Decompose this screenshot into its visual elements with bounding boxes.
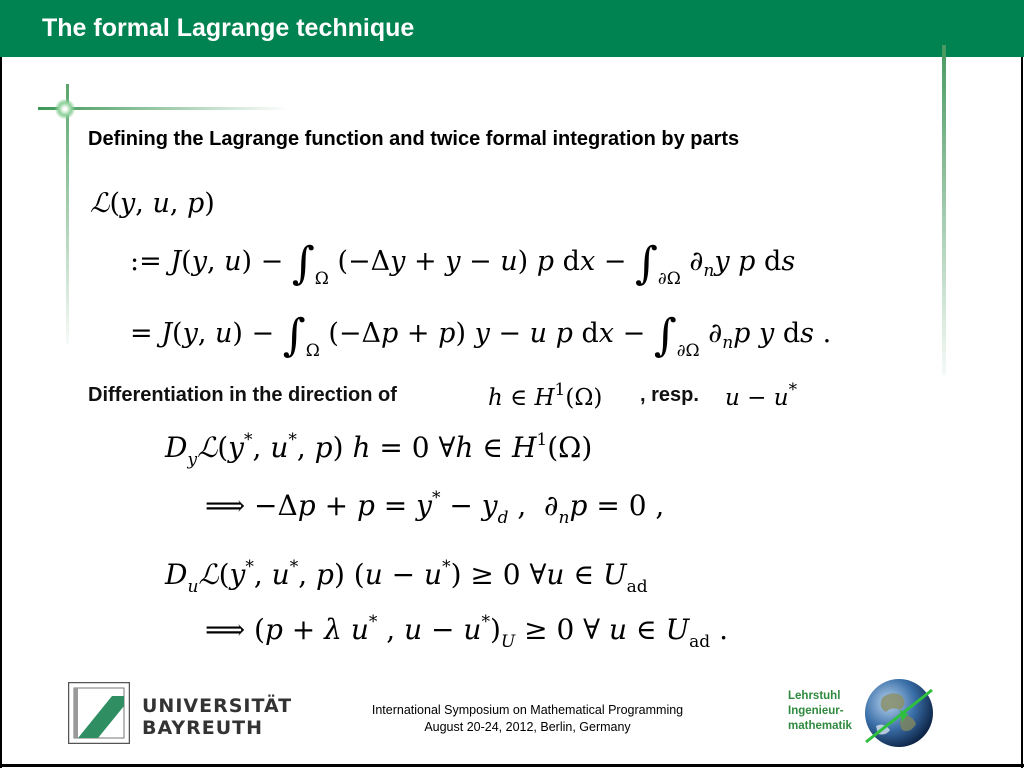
conference-info (320, 702, 735, 736)
derivative-y-equation: $D_yℒ(y^*$, u*, p) h = 0 ∀h ∈ $H^1(\Omega)$ (165, 430, 593, 470)
slide-title: The formal Lagrange technique (42, 14, 415, 42)
conference-name: International Symposium on Mathematical Programming (371, 703, 684, 717)
adjoint-equation: ⟹ $-\Delta p + p = y^* - y_d$ , $\partial_np = 0$ , (205, 488, 665, 528)
lagrange-definition-line1: ℒ(y, u, p) (90, 188, 215, 219)
decorative-glow-dot (55, 99, 75, 119)
decorative-horizontal-line (38, 107, 288, 110)
conference-date: August 20-24, 2012, Berlin, Germany (424, 720, 631, 734)
lagrange-definition-line2: := J(y, $u) - \int_\Omega$ (−Δy + y − u) p dx − $\int_{\partial\Omega}$ $\partial_ny$ p ds (130, 238, 796, 289)
lagrange-definition-line3: = J(y, $u) - \int_\Omega$ (−Δp + p) y − u p dx − $\int_{\partial\Omega}$ $\partial_np$ y ds . (130, 310, 832, 361)
chair-name (788, 689, 852, 734)
university-name-line1: UNIVERSITÄT (142, 695, 293, 717)
university-logo (68, 682, 130, 744)
decorative-left-line (66, 84, 69, 344)
variational-inequality: ⟹ (p + λ u* , $u - u^*)_U \ge 0$ ∀ u ∈ $U_{ad}$ . (205, 612, 729, 652)
frame-bottom-border (0, 764, 1024, 767)
university-name (142, 695, 292, 739)
globe-logo-icon (862, 676, 936, 750)
direction-h-formula: h ∈ $H^1(\Omega)$ (488, 380, 603, 411)
derivative-u-inequality: $D_uℒ(y^*$, u*, p) (u − u*) ≥ 0 ∀u ∈ $U_{ad}$ (165, 557, 648, 597)
section-heading: Defining the Lagrange function and twice formal integration by parts (88, 128, 740, 150)
title-bar (0, 0, 1024, 57)
decorative-vertical-line (942, 45, 946, 375)
chair-line3: mathematik (788, 720, 852, 732)
university-name-line2: BAYREUTH (142, 717, 264, 739)
resp-text: , resp. (640, 384, 699, 406)
chair-line1: Lehrstuhl (788, 690, 841, 702)
frame-right-border (1021, 57, 1023, 768)
frame-left-border (0, 57, 2, 768)
chair-line2: Ingenieur- (788, 705, 844, 717)
differentiation-text: Differentiation in the direction of (88, 384, 397, 406)
direction-u-formula: u − u* (725, 380, 798, 411)
